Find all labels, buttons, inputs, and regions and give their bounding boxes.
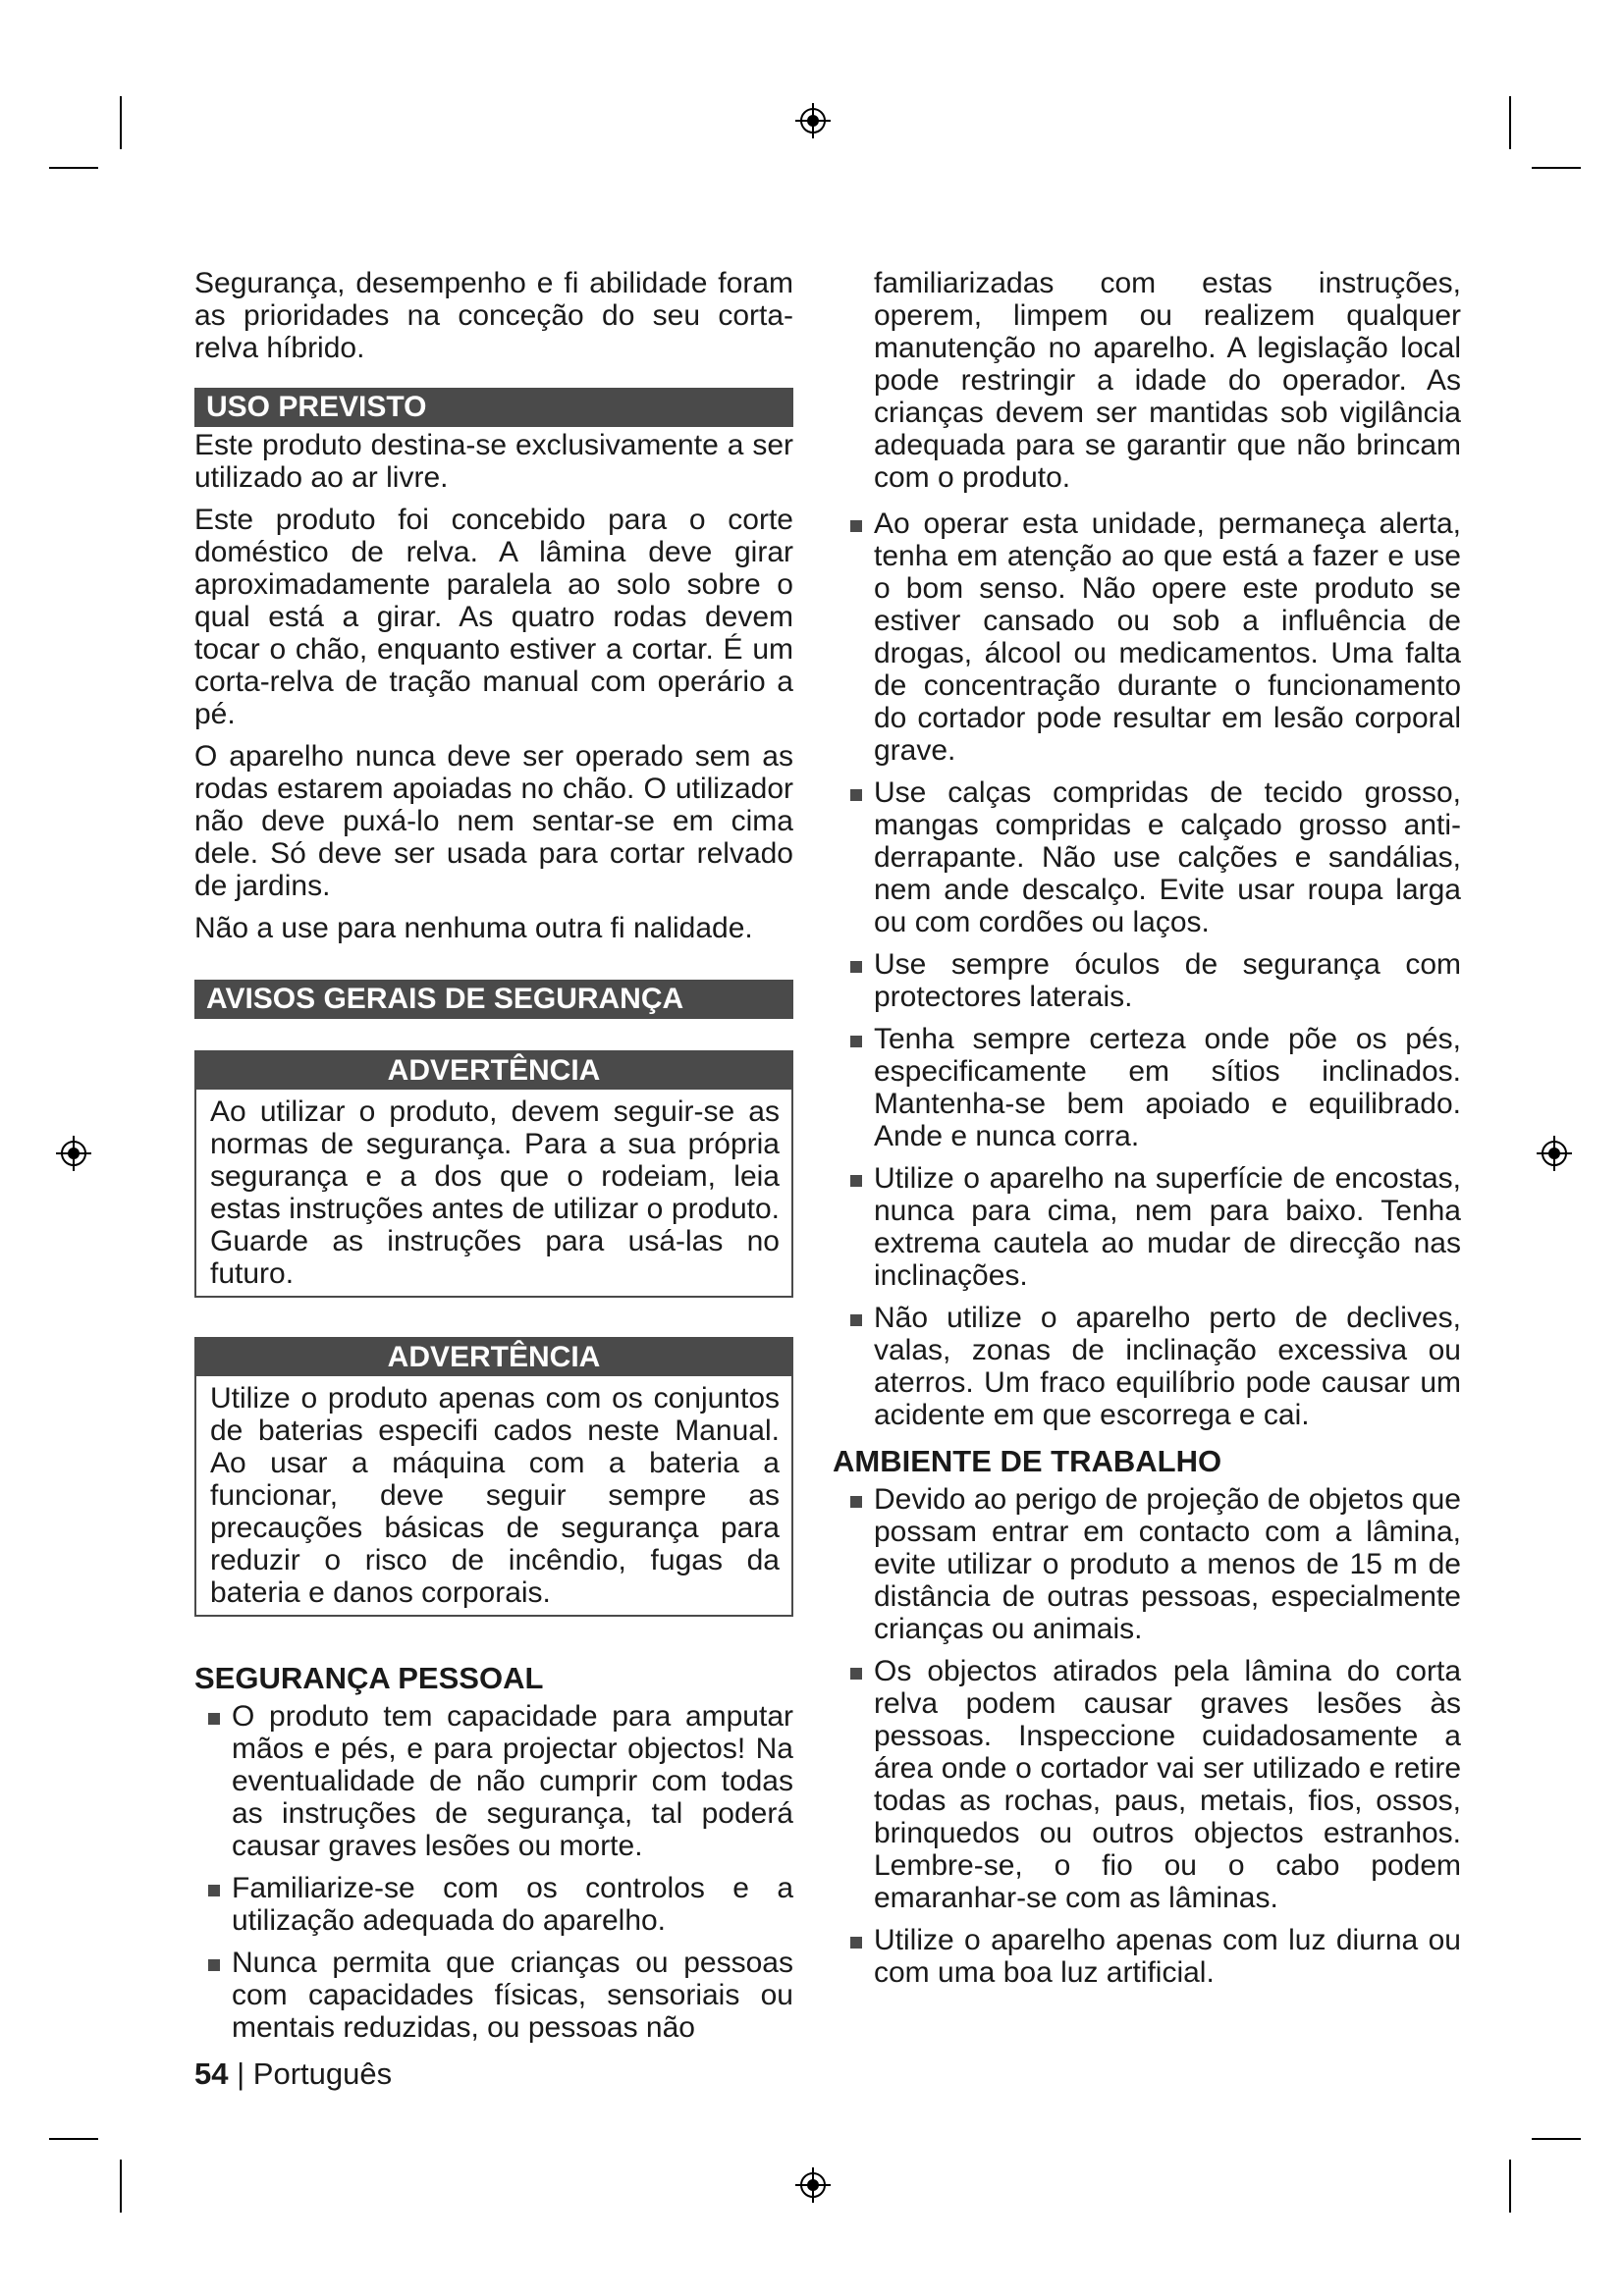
body-paragraph: Este produto destina-se exclusivamente a ser utilizado ao ar livre.: [194, 429, 793, 494]
warning-box: [194, 1337, 793, 1617]
left-column: [194, 267, 793, 2054]
registration-mark-icon: [793, 2165, 833, 2205]
body-paragraph: Não a use para nenhuma outra fi nalidade.: [194, 912, 753, 944]
section-heading-seguranca-pessoal: SEGURANÇA PESSOAL: [194, 1661, 544, 1695]
right-column: [833, 267, 1461, 1999]
registration-mark-icon: [793, 101, 833, 140]
crop-mark: [1532, 167, 1581, 169]
list-item: Não utilize o aparelho perto de declives, valas, zonas de inclinação excessiva ou aterros. Um fraco equilíbrio pode causar um acidente em que escorrega e cai.: [874, 1302, 1461, 1431]
list-item: Utilize o aparelho apenas com luz diurna ou com uma boa luz artificial.: [874, 1924, 1461, 1989]
registration-mark-icon: [54, 1134, 93, 1173]
warning-box: [194, 1050, 793, 1298]
crop-mark: [1532, 2138, 1581, 2140]
list-item: Os objectos atirados pela lâmina do corta relva podem causar graves lesões às pessoas. Inspeccione cuidadosamente a área onde o cortador vai ser utilizado e retire todas as rochas, paus, metais, fios, ossos, brinquedos ou outros objectos estranhos. Lembre-se, o fio ou o cabo podem emaranhar-se com as lâminas.: [874, 1655, 1461, 1914]
bullet-list: [833, 1483, 1461, 1989]
crop-mark: [120, 96, 122, 149]
warning-text: Ao utilizar o produto, devem seguir-se as normas de segurança. Para a sua própria segurança e a dos que o rodeiam, leia estas instruções antes de utilizar o produto. Guarde as instruções para usá-las no futuro.: [210, 1095, 780, 1290]
crop-mark: [120, 2160, 122, 2213]
list-item: Utilize o aparelho na superfície de encostas, nunca para cima, nem para baixo. Tenha extrema cautela ao mudar de direcção nas inclinações.: [874, 1162, 1461, 1292]
section-heading-uso-previsto: USO PREVISTO: [194, 388, 793, 427]
body-paragraph: Este produto foi concebido para o corte doméstico de relva. A lâmina deve girar aproximadamente paralela ao solo sobre o qual está a girar. As quatro rodas devem tocar o chão, enquanto estiver a cortar. É um corta-relva de tração manual com operário a pé.: [194, 504, 793, 730]
continuation-paragraph: familiarizadas com estas instruções, operem, limpem ou realizem qualquer manutenção no aparelho. A legislação local pode restringir a idade do operador. As crianças devem ser mantidas sob vigilância adequada para se garantir que não brincam com o produto.: [874, 267, 1461, 494]
crop-mark: [49, 167, 98, 169]
crop-mark: [1509, 96, 1511, 149]
warning-header: [196, 1339, 791, 1376]
list-item: Devido ao perigo de projeção de objetos que possam entrar em contacto com a lâmina, evite utilizar o produto a menos de 15 m de distância de outras pessoas, especialmente crianças ou animais.: [874, 1483, 1461, 1645]
body-paragraph: O aparelho nunca deve ser operado sem as rodas estarem apoiadas no chão. O utilizador não deve puxá-lo nem sentar-se em cima dele. Só deve ser usada para cortar relvado de jardins.: [194, 740, 793, 902]
list-item: Use sempre óculos de segurança com protectores laterais.: [874, 948, 1461, 1013]
crop-mark: [1509, 2160, 1511, 2213]
warning-title: ADVERTÊNCIA: [387, 1341, 601, 1373]
list-item: Nunca permita que crianças ou pessoas com capacidades físicas, sensoriais ou mentais reduzidas, ou pessoas não: [232, 1947, 793, 2044]
list-item: Use calças compridas de tecido grosso, mangas compridas e calçado grosso anti-derrapante. Não use calções e sandálias, nem ande descalço. Evite usar roupa larga ou com cordões ou laços.: [874, 776, 1461, 938]
crop-mark: [49, 2138, 98, 2140]
list-item: Familiarize-se com os controlos e a utilização adequada do aparelho.: [232, 1872, 793, 1937]
list-item: Tenha sempre certeza onde põe os pés, especificamente em sítios inclinados. Mantenha-se bem apoiado e equilibrado. Ande e nunca corra.: [874, 1023, 1461, 1152]
page-number: 54: [194, 2056, 229, 2091]
section-heading-avisos-gerais: AVISOS GERAIS DE SEGURANÇA: [194, 980, 793, 1019]
list-item: Ao operar esta unidade, permaneça alerta, tenha em atenção ao que está a fazer e use o bom senso. Não opere este produto se estiver cansado ou sob a influência de drogas, álcool ou medicamentos. Uma falta de concentração durante o funcionamento do cortador pode resultar em lesão corporal grave.: [874, 507, 1461, 767]
registration-mark-icon: [1535, 1134, 1574, 1173]
warning-title: ADVERTÊNCIA: [387, 1054, 601, 1087]
warning-header: [196, 1052, 791, 1090]
bullet-list: [833, 507, 1461, 1431]
footer-separator: |: [237, 2056, 245, 2091]
section-heading-ambiente-de-trabalho: AMBIENTE DE TRABALHO: [833, 1444, 1222, 1478]
page-footer: [194, 2056, 392, 2092]
intro-paragraph: Segurança, desempenho e fi abilidade foram as prioridades na conceção do seu corta-relva híbrido.: [194, 267, 793, 364]
bullet-list: [194, 1700, 793, 2044]
footer-language: Português: [252, 2056, 393, 2091]
list-item: O produto tem capacidade para amputar mãos e pés, e para projectar objectos! Na eventualidade de não cumprir com todas as instruções de segurança, tal poderá causar graves lesões ou morte.: [232, 1700, 793, 1862]
warning-text: Utilize o produto apenas com os conjuntos de baterias especifi cados neste Manual. Ao usar a máquina com a bateria a funcionar, deve seguir sempre as precauções básicas de segurança para reduzir o risco de incêndio, fugas da bateria e danos corporais.: [210, 1382, 780, 1609]
